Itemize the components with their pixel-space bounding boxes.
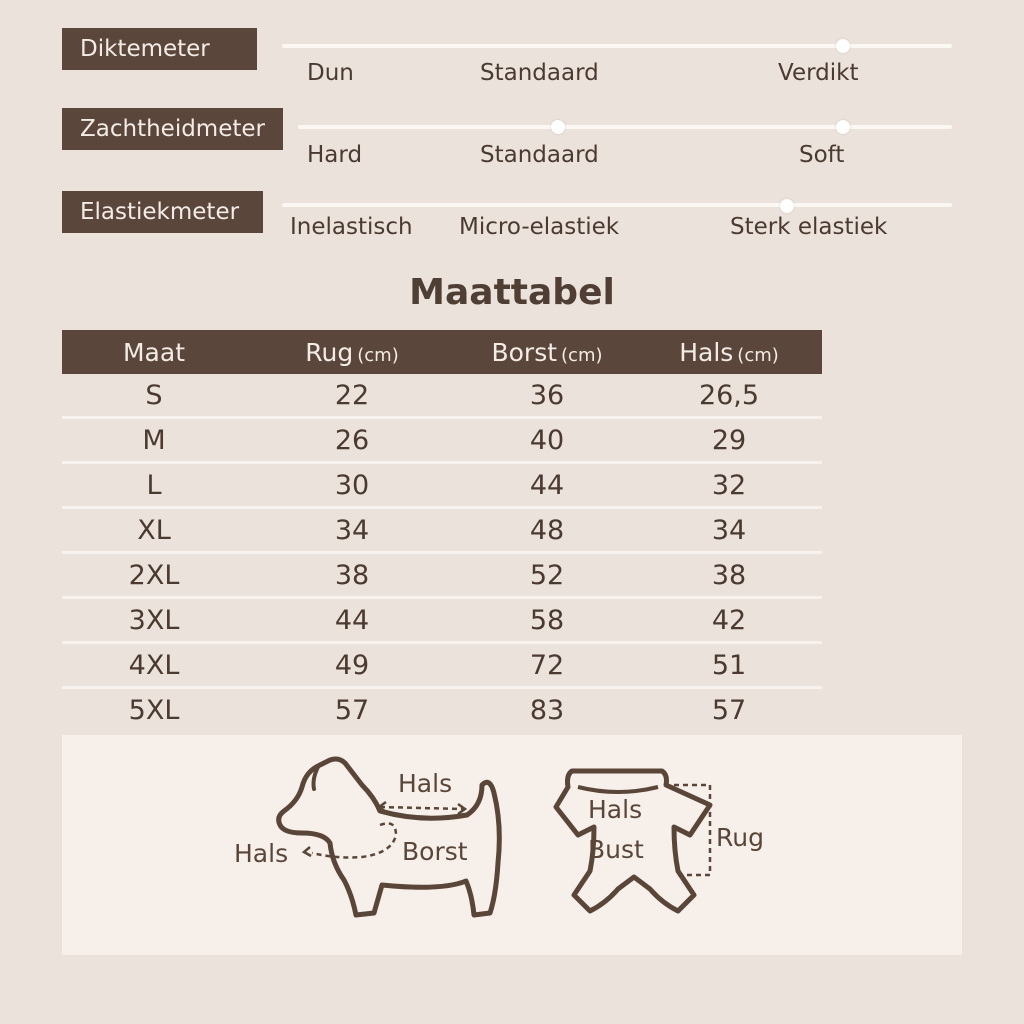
cell-neck: 26,5 xyxy=(698,379,760,411)
cell-size: S xyxy=(145,379,163,411)
table-row xyxy=(62,419,822,464)
cell-size: L xyxy=(146,469,162,501)
garment-label-bust: Bust xyxy=(588,835,644,864)
thickness-meter-label: Diktemeter xyxy=(62,28,257,70)
dog-neck-measure-line xyxy=(380,807,464,809)
header-back: Rug (cm) xyxy=(305,337,399,367)
table-row xyxy=(62,599,822,644)
cell-back: 26 xyxy=(334,424,370,456)
cell-chest: 36 xyxy=(529,379,565,411)
thickness-option-standard: Standaard xyxy=(480,60,599,86)
dog-label-neck-top: Hals xyxy=(398,769,453,798)
cell-neck: 42 xyxy=(711,604,747,636)
table-row xyxy=(62,554,822,599)
cell-neck: 51 xyxy=(711,649,747,681)
cell-size: XL xyxy=(137,514,171,546)
cell-chest: 52 xyxy=(529,559,565,591)
softness-meter-track xyxy=(298,125,952,129)
table-row xyxy=(62,689,822,731)
cell-size: 5XL xyxy=(128,694,180,726)
measurement-illustration xyxy=(62,735,962,955)
cell-chest: 83 xyxy=(529,694,565,726)
softness-option-standard: Standaard xyxy=(480,142,599,168)
cell-size: 4XL xyxy=(128,649,180,681)
size-chart-title: Maattabel xyxy=(409,272,615,313)
cell-back: 34 xyxy=(334,514,370,546)
softness-option-hard: Hard xyxy=(307,142,363,168)
garment-label-neck: Hals xyxy=(588,795,643,824)
elasticity-option-inelastic: Inelastisch xyxy=(290,214,413,240)
thickness-meter xyxy=(0,28,1024,98)
elasticity-option-micro: Micro-elastiek xyxy=(459,214,620,240)
cell-back: 57 xyxy=(334,694,370,726)
elasticity-option-strong: Sterk elastiek xyxy=(730,214,888,240)
dog-chest-arrow-icon xyxy=(304,847,311,856)
thickness-meter-track xyxy=(282,44,952,48)
elasticity-meter-indicator xyxy=(780,199,794,213)
dog-label-chest: Borst xyxy=(402,837,468,866)
thickness-option-thick: Verdikt xyxy=(778,60,859,86)
header-size: Maat xyxy=(122,337,185,367)
measurement-diagram xyxy=(62,735,962,955)
cell-back: 22 xyxy=(334,379,370,411)
thickness-option-thin: Dun xyxy=(307,60,354,86)
cell-size: M xyxy=(142,424,166,456)
table-row xyxy=(62,374,822,419)
softness-meter-indicator-2 xyxy=(836,120,850,134)
table-header xyxy=(62,330,822,374)
table-row xyxy=(62,644,822,689)
cell-chest: 58 xyxy=(529,604,565,636)
dog-label-neck-side: Hals xyxy=(234,839,289,868)
elasticity-meter-track xyxy=(282,203,952,207)
elasticity-meter-label: Elastiekmeter xyxy=(62,191,263,233)
cell-back: 38 xyxy=(334,559,370,591)
cell-size: 3XL xyxy=(128,604,180,636)
size-table xyxy=(62,330,822,731)
softness-meter xyxy=(0,108,1024,178)
table-row xyxy=(62,464,822,509)
garment-label-back: Rug xyxy=(716,823,764,852)
cell-neck: 29 xyxy=(711,424,747,456)
cell-neck: 34 xyxy=(711,514,747,546)
cell-neck: 57 xyxy=(711,694,747,726)
softness-meter-indicator-1 xyxy=(551,120,565,134)
cell-size: 2XL xyxy=(128,559,180,591)
softness-meter-label: Zachtheidmeter xyxy=(62,108,283,150)
cell-chest: 48 xyxy=(529,514,565,546)
table-row xyxy=(62,509,822,554)
cell-back: 44 xyxy=(334,604,370,636)
cell-neck: 38 xyxy=(711,559,747,591)
cell-back: 49 xyxy=(334,649,370,681)
cell-chest: 44 xyxy=(529,469,565,501)
header-chest: Borst (cm) xyxy=(491,337,603,367)
elasticity-meter xyxy=(0,191,1024,261)
cell-chest: 40 xyxy=(529,424,565,456)
cell-neck: 32 xyxy=(711,469,747,501)
softness-option-soft: Soft xyxy=(799,142,845,168)
cell-back: 30 xyxy=(334,469,370,501)
cell-chest: 72 xyxy=(529,649,565,681)
header-neck: Hals (cm) xyxy=(679,337,779,367)
thickness-meter-indicator xyxy=(836,39,850,53)
